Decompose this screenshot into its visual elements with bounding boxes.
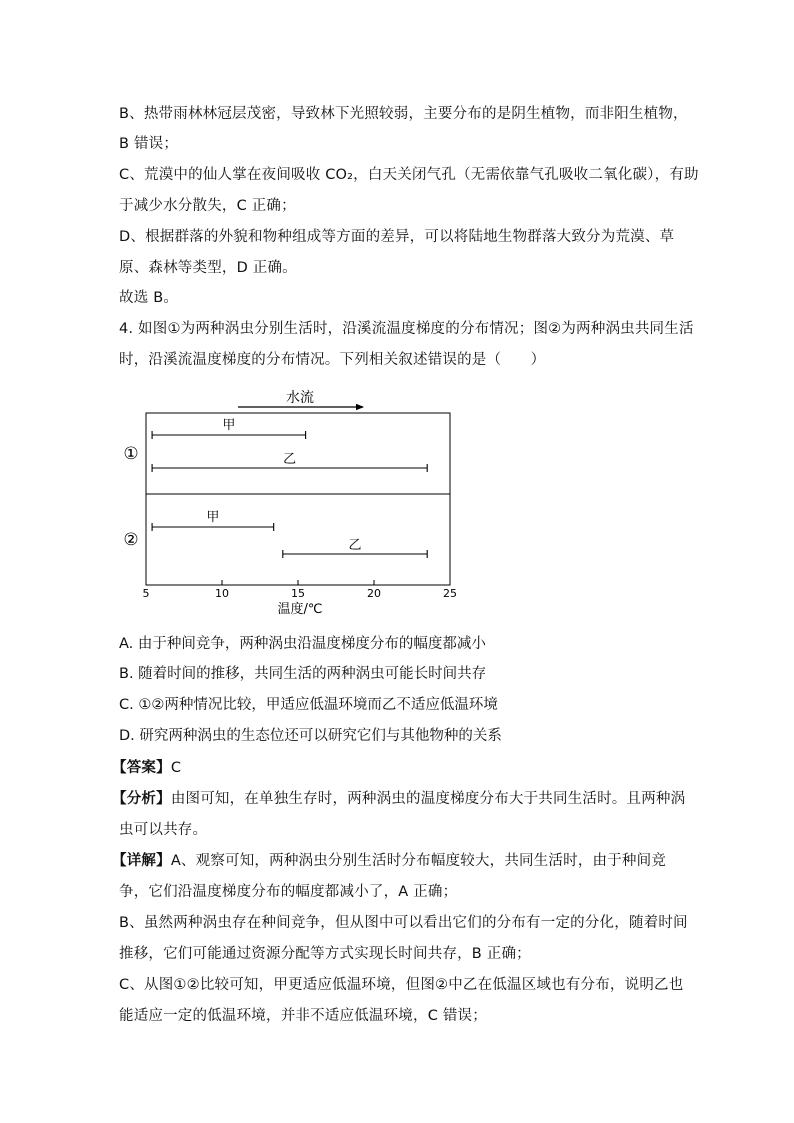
paragraph-line: D、根据群落的外貌和物种组成等方面的差异，可以将陆地生物群落大致分为荒漠、草 <box>119 229 675 245</box>
analysis-line: 虫可以共存。 <box>119 822 208 838</box>
detail-line: C、从图①②比较可知，甲更适应低温环境，但图②中乙在低温区域也有分布，说明乙也 <box>119 977 684 993</box>
question-stem-line: 4. 如图①为两种涡虫分别生活时，沿溪流温度梯度的分布情况；图②为两种涡虫共同生活 <box>119 321 694 337</box>
distribution-diagram <box>110 382 480 622</box>
answer-value: C <box>170 760 182 776</box>
panel-1-box <box>146 413 450 494</box>
analysis-label: 【分析】 <box>112 791 171 807</box>
paragraph-line: B、热带雨林林冠层茂密，导致林下光照较弱，主要分布的是阴生植物，而非阳生植物， <box>119 106 688 122</box>
panel-1-species-a-label: 甲 <box>222 418 236 433</box>
detail-line: 推移，它们可能通过资源分配等方式实现长时间共存，B 正确； <box>119 946 531 962</box>
panel-2-species-a-label: 甲 <box>206 510 220 525</box>
option-d: D. 研究两种涡虫的生态位还可以研究它们与其他物种的关系 <box>119 728 502 744</box>
detail-line <box>112 851 666 871</box>
analysis-line <box>112 789 685 809</box>
question-stem-line: 时，沿溪流温度梯度的分布情况。下列相关叙述错误的是（ ） <box>119 352 546 368</box>
x-tick-label: 5 <box>142 587 150 600</box>
panel-1-species-b-label: 乙 <box>283 452 297 467</box>
x-tick-label: 15 <box>291 587 305 600</box>
paragraph-line: 故选 B。 <box>119 290 179 306</box>
panel-2-label: ② <box>123 530 139 550</box>
paragraph-line: B 错误； <box>119 136 179 152</box>
analysis-text: 由图可知，在单独生存时，两种涡虫的温度梯度分布大于共同生活时。且两种涡 <box>170 791 686 807</box>
distribution-figure <box>110 382 480 622</box>
panel-2-species-b-label: 乙 <box>348 538 362 553</box>
answer-line <box>112 758 181 778</box>
answer-label: 【答案】 <box>112 760 171 776</box>
flow-label: 水流 <box>286 390 314 406</box>
detail-line: B、虽然两种涡虫存在种间竞争，但从图中可以看出它们的分布有一定的分化，随着时间 <box>119 915 688 931</box>
detail-text: A、观察可知，两种涡虫分别生活时分布幅度较大，共同生活时，由于种间竞 <box>170 853 667 869</box>
x-axis-label: 温度/℃ <box>277 602 323 617</box>
detail-line: 争，它们沿温度梯度分布的幅度都减小了，A 正确； <box>119 884 458 900</box>
detail-line: 能适应一定的低温环境，并非不适应低温环境，C 错误； <box>119 1008 487 1024</box>
x-tick-label: 20 <box>367 587 381 600</box>
x-tick-label: 10 <box>215 587 229 600</box>
option-b: B. 随着时间的推移，共同生活的两种涡虫可能长时间共存 <box>119 666 487 682</box>
option-c: C. ①②两种情况比较，甲适应低温环境而乙不适应低温环境 <box>119 697 498 713</box>
x-tick-label: 25 <box>443 587 457 600</box>
panel-1-label: ① <box>123 444 139 464</box>
detail-label: 【详解】 <box>112 853 171 869</box>
range-lines <box>152 418 427 558</box>
paragraph-line: 于减少水分散失，C 正确； <box>119 198 296 214</box>
x-axis-ticks <box>143 580 458 600</box>
panel-2-box <box>146 494 450 585</box>
paragraph-line: 原、森林等类型，D 正确。 <box>119 260 297 276</box>
option-a: A. 由于种间竞争，两种涡虫沿温度梯度分布的幅度都减小 <box>119 636 486 652</box>
paragraph-line: C、荒漠中的仙人掌在夜间吸收 CO₂，白天关闭气孔（无需依靠气孔吸收二氧化碳），有助 <box>119 167 699 183</box>
